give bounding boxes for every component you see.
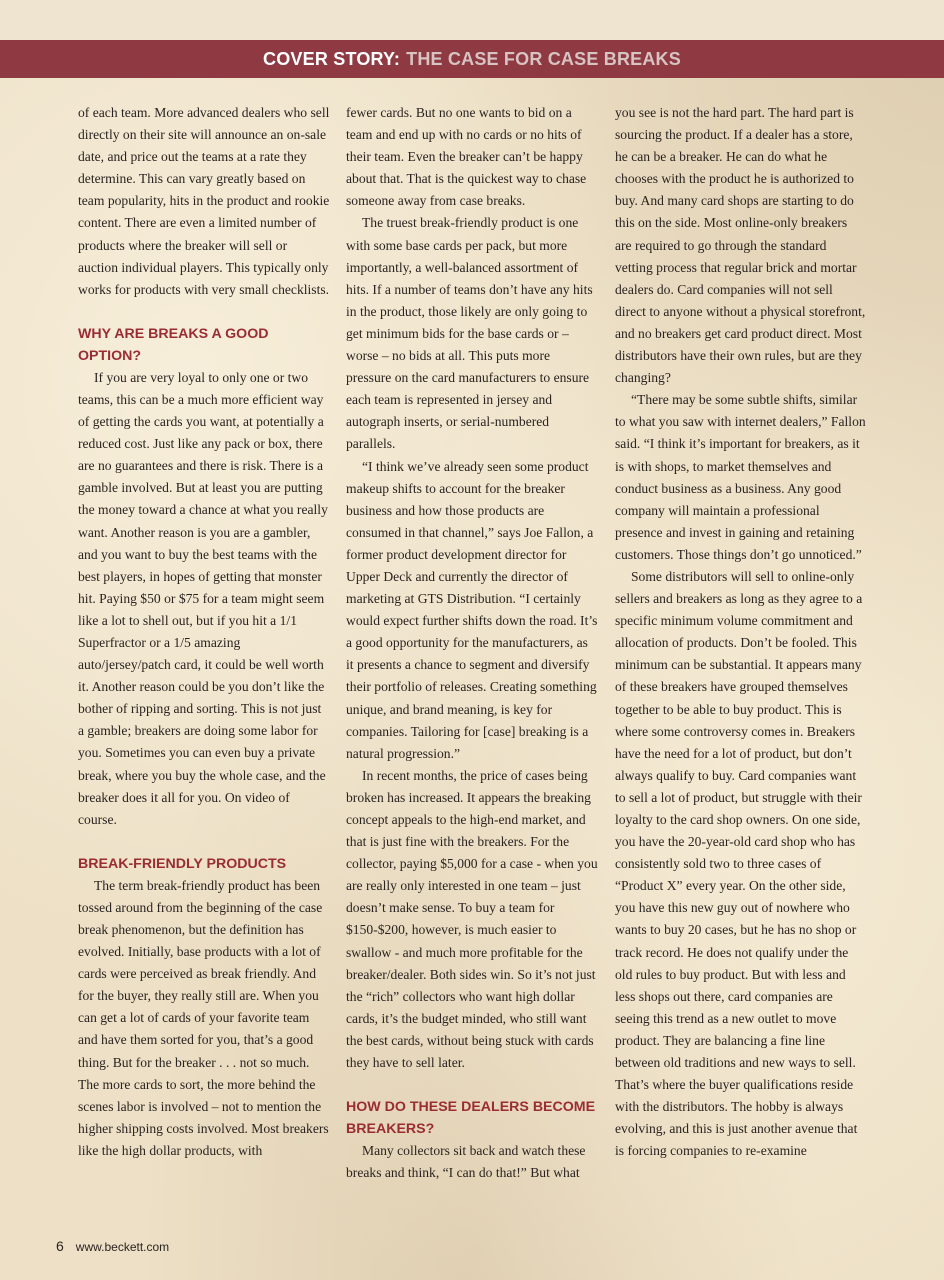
paragraph: of each team. More advanced dealers who sell directly on their site will announce an on-sale date, and price out the teams at a rate they determine. This can vary greatly based on team popularity, hits in the product and rookie content. There are even a limited number of products where the breaker will sell or auction individual players. This typically only works for products with very small checklists. [78, 105, 330, 297]
page-number: 6 [56, 1238, 64, 1254]
page-footer [56, 1238, 169, 1254]
paragraph: If you are very loyal to only one or two teams, this can be a much more efficient way of getting the cards you want, at potentially a reduced cost. Just like any pack or box, there are no guarantees and there is risk. There is a gamble involved. But at least you are putting the money toward a chance at what you really want. Another reason is you are a gambler, and you want to buy the best teams with the best players, in hopes of getting that monster hit. Paying $50 or $75 for a team might seem like a lot to shell out, but if you hit a 1/1 Superfractor or a 1/5 amazing auto/jersey/patch card, it could be well worth it. Another reason could be you don’t like the bother of ripping and sorting. This is not just a gamble; breakers are doing some labor for you. Sometimes you can even buy a private break, where you buy the whole case, and the breaker does it all for you. On video of course. [78, 369, 328, 827]
paragraph: The truest break-friendly product is one with some base cards per pack, but more importantly, a well-balanced assortment of hits. If a number of teams don’t have any hits in the product, those likely are only going to get minimum bids for the base cards or – worse – no bids at all. This puts more pressure on the card manufacturers to ensure each team is represented in jersey and autograph inserts, or serial-numbered parallels. [346, 215, 593, 452]
article-column-2 [346, 102, 598, 1184]
subheading-why-breaks: WHY ARE BREAKS A GOOD OPTION? [78, 325, 269, 364]
article-column-1 [78, 102, 330, 1162]
paragraph: Many collectors sit back and watch these breaks and think, “I can do that!” But what [346, 1143, 586, 1181]
paragraph: “There may be some subtle shifts, similar to what you saw with internet dealers,” Fallon said. “I think it’s important for breakers, as it is with shops, to market themselves and conduct business as a business. Any good company will maintain a professional presence and invest in gaining and retaining customers. Those things don’t go unnoticed.” [615, 392, 866, 562]
subheading-break-friendly: BREAK-FRIENDLY PRODUCTS [78, 855, 287, 872]
article-column-3 [615, 102, 867, 1163]
paragraph: Some distributors will sell to online-only sellers and breakers as long as they agree to a specific minimum volume commitment and allocation of products. Don’t be fooled. This minimum can be substantial. It appears many of these breakers have grouped themselves together to be able to buy product. This is where some controversy comes in. Breakers have the need for a lot of product, but don’t always qualify to buy. Card companies want to sell a lot of product, but struggle with their loyalty to the card shop owners. On one side, you have the 20-year-old card shop who has consistently sold two to three cases of “Product X” every year. On the other side, you have this new guy out of nowhere who wants to buy 20 cases, but he has no shop or track record. He does not qualify under the old rules to buy product. But with less and less shops out there, card companies are seeing this trend as a new outlet to move product. They are balancing a fine line between old traditions and new ways to sell. That’s where the buyer qualifications reside with the distributors. The hobby is always evolving, and this is just another avenue that is forcing companies to re-examine [615, 568, 863, 1159]
paragraph: fewer cards. But no one wants to bid on a team and end up with no cards or no hits of their team. Even the breaker can’t be happy about that. That is the quickest way to chase someone away from case breaks. [346, 105, 587, 209]
paragraph: In recent months, the price of cases being broken has increased. It appears the breaking concept appeals to the high-end market, and that is just fine with the breakers. For the collector, paying $5,000 for a case - when you are really only interested in one team – just doesn’t make sense. To buy a team for $150-$200, however, is much easier to swallow - and much more profitable for the breaker/dealer. Both sides win. So it’s not just the “rich” collectors who want high dollar cards, it’s the budget minded, who still want the best cards, without being stuck with cards they have to sell later. [346, 767, 598, 1071]
section-header-bar [0, 40, 944, 78]
paragraph: “I think we’ve already seen some product makeup shifts to account for the breaker business and how those products are consumed in that channel,” says Joe Fallon, a former product development director for Upper Deck and currently the director of marketing at GTS Distribution. “I certainly would expect further shifts down the road. It’s a good opportunity for the manufacturers, as it presents a chance to segment and diversify their portfolio of releases. Creating something unique, and brand meaning, is key for companies. Tailoring for [case] breaking is a natural progression.” [346, 458, 598, 761]
section-label: COVER STORY: [263, 48, 401, 69]
paragraph: you see is not the hard part. The hard part is sourcing the product. If a dealer has a store, he can be a breaker. He can do what he chooses with the product he is authorized to buy. And many card shops are starting to do this on the side. Most online-only breakers are required to go through the standard vetting process that regular brick and mortar dealers do. Card companies will not sell direct to anyone without a physical storefront, and no breakers get card product direct. Most distributors have their own rules, but are they changing? [615, 105, 866, 386]
website-url: www.beckett.com [75, 1240, 170, 1254]
top-margin-band [0, 0, 944, 40]
subheading-how-dealers: HOW DO THESE DEALERS BECOME BREAKERS? [346, 1099, 596, 1138]
paragraph: The term break-friendly product has been tossed around from the beginning of the case break phenomenon, but the definition has evolved. Initially, base products with a lot of cards were perceived as break friendly. And for the buyer, they really still are. When you can get a lot of cards of your favorite team and have them sorted for you, that’s a good thing. But for the breaker . . . not so much. The more cards to sort, the more behind the scenes labor is involved – not to mention the higher shipping costs involved. Most breakers like the high dollar products, with [78, 877, 329, 1158]
section-title: THE CASE FOR CASE BREAKS [406, 48, 681, 69]
